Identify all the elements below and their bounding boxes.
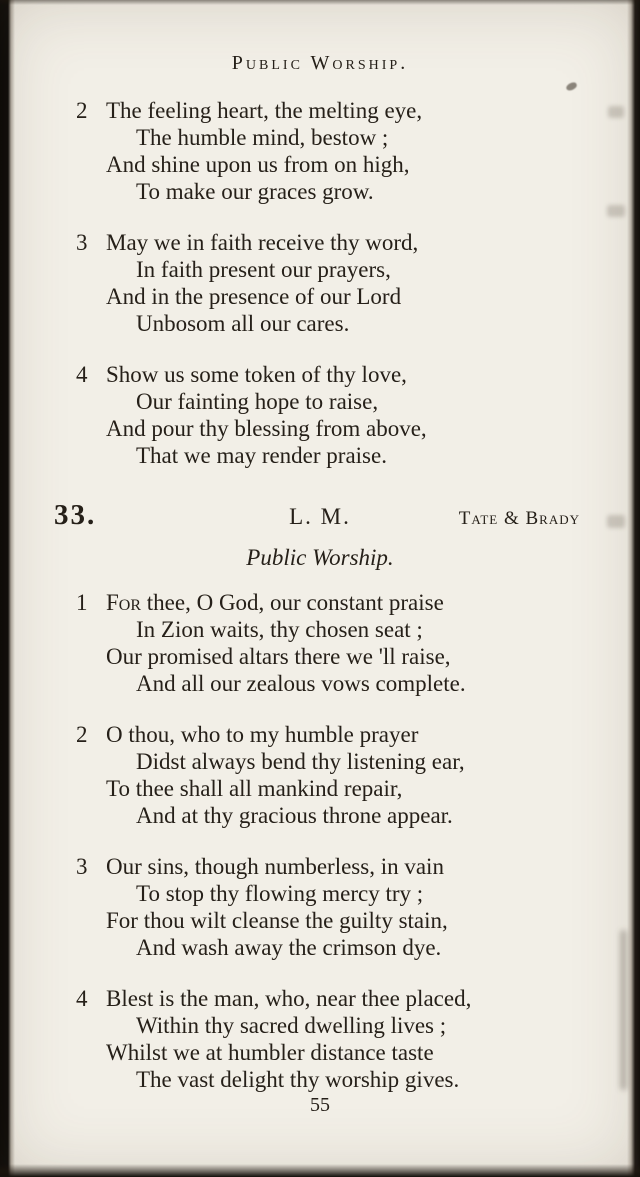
scan-edge-top <box>0 0 640 5</box>
verse-line: Within thy sacred dwelling lives ; <box>136 1013 447 1038</box>
verse-line: And shine upon us from on high, <box>106 152 410 177</box>
verse-line: And wash away the crimson dye. <box>136 935 442 960</box>
verse-lines <box>106 985 602 1093</box>
verse-line: The feeling heart, the melting eye, <box>106 98 423 123</box>
verse-line: For thou wilt cleanse the guilty stain, <box>106 908 448 933</box>
ink-speck <box>565 81 578 91</box>
scan-edge-bottom <box>0 1164 640 1177</box>
verse-line: And pour thy blessing from above, <box>106 416 427 441</box>
scan-edge-left <box>0 0 15 1177</box>
verse-line: The humble mind, bestow ; <box>136 125 389 150</box>
verse-lines <box>106 229 602 337</box>
hymn-title: Public Worship. <box>246 545 394 570</box>
verse-line: To make our graces grow. <box>136 179 374 204</box>
verse-line: To thee shall all mankind repair, <box>106 776 403 801</box>
verse-line: Unbosom all our cares. <box>136 311 350 336</box>
hymn-continued <box>0 97 640 469</box>
verse-number: 1 <box>76 590 88 615</box>
scan-edge-right <box>627 0 640 1177</box>
verse-number: 4 <box>76 362 88 387</box>
verse-line: That we may render praise. <box>136 443 387 468</box>
hymn-body <box>0 589 640 1093</box>
verse-number: 4 <box>76 986 88 1011</box>
lead-word: For <box>106 590 142 615</box>
verse-line <box>106 589 602 616</box>
verse-lines <box>106 361 602 469</box>
verse-lines <box>106 589 602 697</box>
verse-line: To stop thy flowing mercy try ; <box>136 881 424 906</box>
hymn-heading <box>0 499 640 539</box>
verse <box>76 229 602 337</box>
verse-line: Our promised altars there we 'll raise, <box>106 644 451 669</box>
verse <box>76 361 602 469</box>
verse-line: Didst always bend thy listening ear, <box>136 749 465 774</box>
verse-line: In Zion waits, thy chosen seat ; <box>136 617 423 642</box>
verse-number: 2 <box>76 722 88 747</box>
verse-line: And all our zealous vows complete. <box>136 671 466 696</box>
verse-number: 3 <box>76 854 88 879</box>
verse-line: And at thy gracious throne appear. <box>136 803 453 828</box>
verse-number: 3 <box>76 230 88 255</box>
verse-line: Our fainting hope to raise, <box>136 389 379 414</box>
verse-lines <box>106 97 602 205</box>
verse-line: And in the presence of our Lord <box>106 284 402 309</box>
verse-lines <box>106 721 602 829</box>
verse-line: May we in faith receive thy word, <box>106 230 419 255</box>
page-number: 55 <box>310 1094 330 1116</box>
verse-number: 2 <box>76 98 88 123</box>
hymn-number: 33. <box>54 499 97 531</box>
hymn-attribution: Tate & Brady <box>458 508 580 529</box>
verse-line: Blest is the man, who, near thee placed, <box>106 986 472 1011</box>
verse <box>76 853 602 961</box>
running-header: Public Worship. <box>231 52 409 74</box>
verse-line: Whilst we at humbler distance taste <box>106 1040 434 1065</box>
verse-line-rest: thee, O God, our constant praise <box>141 590 444 615</box>
verse-line: Our sins, though numberless, in vain <box>106 854 444 879</box>
verse <box>76 721 602 829</box>
verse <box>76 97 602 205</box>
verse-line: O thou, who to my humble prayer <box>106 722 419 747</box>
verse-line: Show us some token of thy love, <box>106 362 407 387</box>
verse-line: In faith present our prayers, <box>136 257 391 282</box>
verse <box>76 589 602 697</box>
hymn-meter: L. M. <box>289 504 351 529</box>
verse-lines <box>106 853 602 961</box>
verse-line: The vast delight thy worship gives. <box>136 1067 460 1092</box>
verse <box>76 985 602 1093</box>
